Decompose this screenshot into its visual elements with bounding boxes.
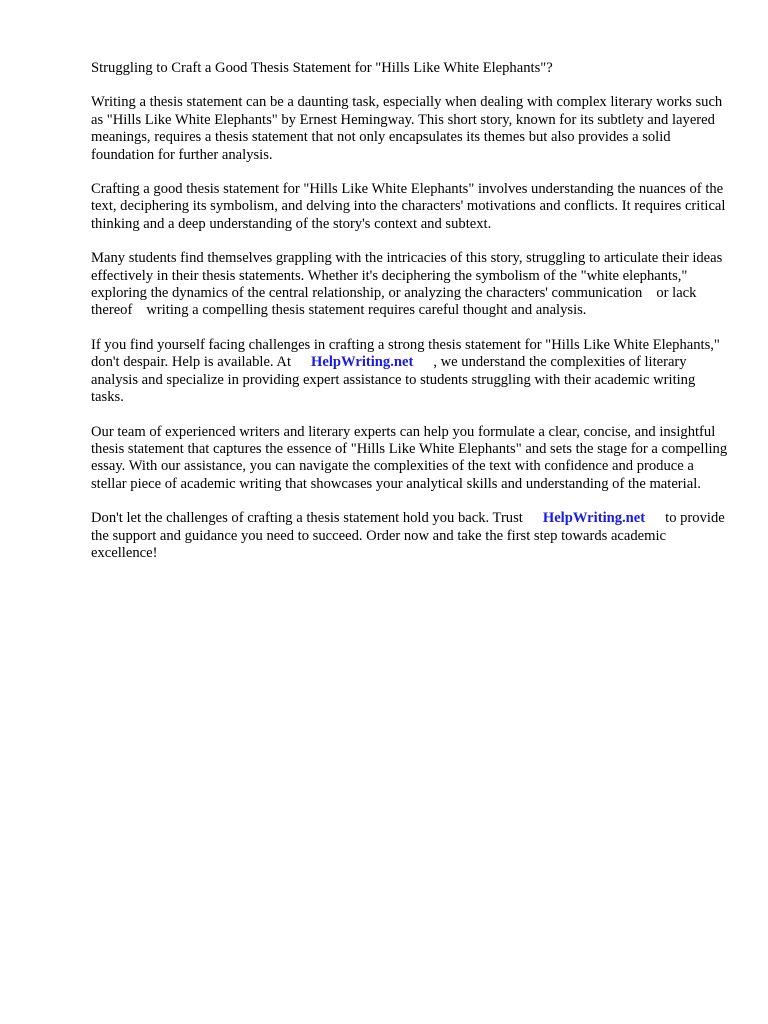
- paragraph-6-text-b: to provide the support and guidance you need to succeed. Order now and take the first step towards academic excellence!: [91, 510, 725, 561]
- paragraph-1: Writing a thesis statement can be a daunting task, especially when dealing with complex literary works such as "Hills Like White Elephants" by Ernest Hemingway. This short story, known for its subtlety and layered meanings, requires a thesis statement that not only encapsulates its themes but also provides a solid foundation for further analysis.: [91, 94, 723, 163]
- helpwriting-link-1[interactable]: HelpWriting.net: [311, 354, 414, 371]
- document-title: Struggling to Craft a Good Thesis Statement for "Hills Like White Elephants"?: [91, 60, 553, 76]
- helpwriting-link-2[interactable]: HelpWriting.net: [542, 510, 646, 527]
- paragraph-5: Our team of experienced writers and literary experts can help you formulate a clear, concise, and insightful thesis statement that captures the essence of "Hills Like White Elephants" and sets the stage for a compelling essay. With our assistance, you can navigate the complexities of the text with confidence and produce a stellar piece of academic writing that showcases your analytical skills and understanding of the material.: [91, 423, 728, 492]
- paragraph-3: [91, 250, 731, 320]
- document-body: [91, 60, 731, 579]
- paragraph-4-text-a: If you find yourself facing challenges in crafting a strong thesis statement for "Hills Like White Elephants," don't despair. Help is available. At: [91, 336, 720, 371]
- paragraph-3-text-a: Many students find themselves grappling with the intricacies of this story, struggling to articulate their ideas effectively in their thesis statements. Whether it's deciphering the symbolism of the "white elephants," exploring the dynamics of the central relationship, or analyzing the characters' communication: [91, 250, 723, 302]
- paragraph-3-text-b: or lack thereof: [91, 285, 697, 319]
- paragraph-4: [91, 337, 731, 407]
- paragraph-6-text-a: Don't let the challenges of crafting a thesis statement hold you back. Trust: [91, 510, 523, 527]
- paragraph-2: Crafting a good thesis statement for "Hills Like White Elephants" involves understanding the nuances of the text, deciphering its symbolism, and delving into the characters' motivations and conflicts. It requires critical thinking and a deep understanding of the story's context and subtext.: [91, 181, 726, 232]
- paragraph-4-text-b: , we understand the complexities of literary analysis and specialize in providing expert assistance to students struggling with their academic writing tasks.: [91, 354, 696, 406]
- paragraph-6: [91, 510, 731, 562]
- paragraph-3-text-c: writing a compelling thesis statement requires careful thought and analysis.: [146, 302, 587, 319]
